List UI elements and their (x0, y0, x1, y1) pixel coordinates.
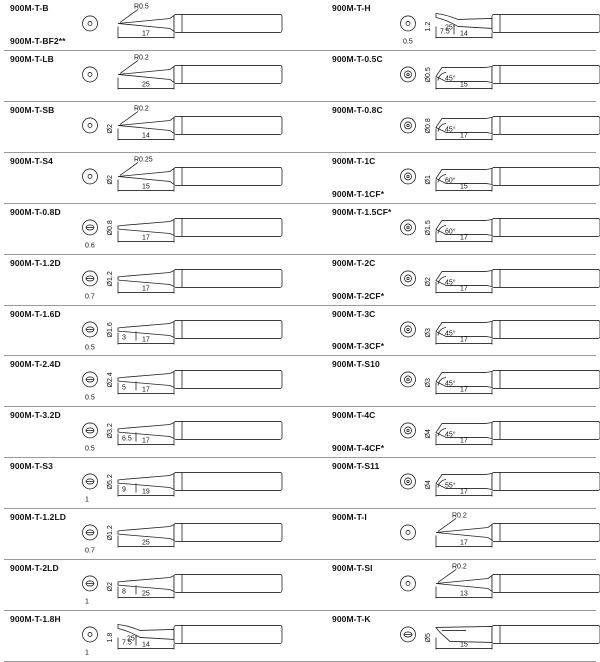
length-label: 17 (142, 234, 150, 242)
diameter-label: Ø0.5 (425, 67, 432, 83)
front-view (83, 423, 98, 438)
tip-drawing (300, 255, 596, 306)
angle-label: 25° (127, 635, 138, 643)
length-label: 17 (460, 539, 468, 547)
tip-shank (492, 320, 600, 338)
diameter-label: Ø3.2 (107, 423, 114, 439)
tip-drawing (4, 51, 300, 102)
width-label: 0.7 (85, 293, 95, 301)
length-label: 17 (142, 30, 150, 38)
front-view (401, 627, 416, 642)
tip-shank (492, 422, 600, 440)
front-point (88, 21, 92, 25)
tip-shank (174, 473, 282, 491)
angle-label: 45° (445, 431, 456, 439)
front-view (83, 525, 98, 540)
tip-drawing (4, 509, 300, 560)
tip-row (300, 407, 596, 458)
front-outer-ring (401, 576, 416, 591)
diameter-label: Ø2 (107, 582, 114, 592)
partial-length-label: 7.5 (440, 28, 450, 36)
radius-label: R0.2 (134, 105, 149, 113)
tip-row (300, 611, 596, 662)
tip-drawing (300, 306, 596, 357)
front-view (83, 16, 98, 31)
front-outer-ring (401, 16, 416, 31)
tip-drawing (300, 509, 596, 560)
front-center-dot (407, 379, 409, 381)
tip-model-name: 900M-T-1.2LD (10, 512, 66, 523)
tip-shank (174, 65, 282, 83)
length-label: 17 (142, 335, 150, 343)
front-view (83, 220, 98, 235)
tip-shank (174, 371, 282, 389)
length-label: 19 (142, 488, 150, 496)
tip-drawing (300, 611, 596, 662)
front-view (401, 118, 416, 133)
front-center-dot (407, 226, 409, 228)
tip-shank (492, 14, 600, 32)
front-outer-ring (401, 525, 416, 540)
diameter-label: Ø2 (107, 123, 114, 134)
tip-model-name: 900M-T-S3 (10, 461, 53, 472)
front-center-dot (407, 277, 409, 279)
diameter-label: Ø3 (425, 327, 432, 337)
diameter-label: Ø4 (425, 429, 432, 439)
tip-row (300, 0, 596, 51)
tip-drawing (4, 306, 300, 357)
tip-row (300, 509, 596, 560)
tip-model-name: 900M-T-3.2D (10, 410, 61, 421)
diameter-label: Ø1 (425, 174, 432, 185)
tip-shank (492, 167, 600, 185)
partial-length-label: 5 (122, 384, 126, 392)
tip-drawing (300, 51, 596, 102)
radius-leader-line (120, 9, 138, 22)
tip-row (4, 153, 300, 204)
radius-label: R0.2 (134, 54, 149, 62)
chisel-tip-shape (118, 372, 174, 388)
tip-row (4, 204, 300, 255)
front-view (401, 576, 416, 591)
tip-alt-model-name: 900M-T-2CF* (332, 290, 385, 301)
tip-drawing (300, 0, 596, 51)
tip-shank (174, 626, 282, 644)
front-view (83, 372, 98, 387)
width-label: 0.5 (403, 38, 413, 46)
diameter-label: Ø0.8 (425, 118, 432, 134)
length-label: 17 (460, 285, 468, 293)
front-center-dot (407, 73, 409, 75)
tip-drawing (4, 356, 300, 407)
front-view (83, 169, 98, 184)
diameter-label: Ø1.6 (107, 321, 114, 337)
front-view (401, 474, 416, 489)
front-point (88, 633, 92, 637)
diameter-label: Ø1.2 (107, 270, 114, 287)
length-label: 25 (142, 539, 150, 547)
length-label: 17 (460, 132, 468, 140)
tip-drawing (300, 102, 596, 153)
front-view (401, 525, 416, 540)
angle-label: 45° (445, 126, 456, 134)
width-label: 0.5 (85, 394, 95, 402)
diameter-label: Ø4 (425, 480, 432, 490)
tip-drawing (4, 407, 300, 458)
length-label: 25 (142, 590, 150, 598)
width-label: 0.7 (85, 547, 95, 555)
front-center-dot (407, 124, 409, 126)
front-view (401, 321, 416, 336)
tip-shank (174, 269, 282, 287)
partial-length-label: 6.5 (122, 435, 132, 443)
front-center-dot (407, 175, 409, 177)
length-label: 17 (460, 437, 468, 445)
tip-shank (174, 422, 282, 440)
radius-label: R0.25 (134, 156, 153, 164)
length-label: 17 (460, 234, 468, 242)
tip-drawing (300, 153, 596, 204)
tip-row (4, 102, 300, 153)
radius-label: R0.2 (452, 563, 467, 571)
front-center-dot (407, 481, 409, 483)
right-column (300, 0, 596, 662)
tip-drawing (4, 102, 300, 153)
tip-shank (174, 167, 282, 185)
length-label: 14 (460, 30, 468, 38)
angle-label: 45° (445, 329, 456, 337)
tip-shank (174, 14, 282, 32)
front-point (406, 531, 410, 535)
radius-leader-line (438, 570, 456, 583)
length-label: 14 (142, 641, 150, 649)
radius-leader-line (438, 519, 456, 532)
chisel-tip-shape (118, 321, 174, 337)
length-label: 17 (142, 285, 150, 293)
radius-leader-line (120, 162, 138, 175)
width-label: 0.6 (85, 242, 95, 250)
chisel-tip-shape (118, 474, 174, 490)
partial-length-label: 9 (122, 486, 126, 494)
front-view (83, 576, 98, 591)
tip-model-name: 900M-T-H (332, 3, 371, 13)
radius-leader-line (120, 60, 138, 73)
radius-leader-line (120, 111, 138, 124)
tip-drawing (300, 204, 596, 255)
length-label: 15 (460, 641, 468, 649)
length-label: 17 (460, 488, 468, 496)
diameter-label: Ø1.5 (425, 219, 432, 236)
tip-drawing (300, 458, 596, 509)
tip-model-name: 900M-T-2C (332, 257, 376, 268)
tip-alt-model-name: 900M-T-1CF* (332, 188, 385, 199)
partial-length-label: 3 (122, 333, 126, 341)
tip-drawing (4, 0, 300, 51)
tip-model-name: 900M-T-1C (332, 155, 376, 166)
front-view (401, 423, 416, 438)
tip-shank (492, 269, 600, 287)
tip-row (300, 356, 596, 407)
tip-drawing (4, 255, 300, 306)
tip-shank (492, 626, 600, 644)
width-label: 1 (85, 496, 89, 504)
front-view (83, 474, 98, 489)
front-view (83, 321, 98, 336)
length-label: 14 (142, 132, 150, 140)
tip-row (4, 509, 300, 560)
length-label: 15 (142, 183, 150, 191)
tip-row (300, 560, 596, 611)
tip-alt-model-name: 900M-T-3CF* (332, 341, 385, 352)
tip-model-name: 900M-T-3C (332, 308, 376, 319)
tip-row (4, 356, 300, 407)
chisel-tip-shape (118, 525, 174, 541)
angle-label: 45° (445, 279, 456, 287)
front-point (88, 174, 92, 178)
tip-shank (492, 371, 600, 389)
front-point (406, 21, 410, 25)
front-view (83, 118, 98, 133)
chisel-tip-shape (118, 219, 174, 235)
length-label: 17 (460, 335, 468, 343)
tip-row (300, 102, 596, 153)
tip-shank (492, 473, 600, 491)
tip-row (4, 255, 300, 306)
tip-model-name: 900M-T-I (332, 512, 367, 523)
tip-row (4, 306, 300, 357)
length-label: 13 (460, 590, 468, 598)
front-outer-ring (83, 169, 98, 184)
tip-drawing (4, 611, 300, 662)
tip-model-name: 900M-T-1.5CF* (332, 206, 392, 217)
front-point (88, 123, 92, 127)
tip-row (4, 407, 300, 458)
length-label: 15 (460, 183, 468, 191)
front-outer-ring (83, 16, 98, 31)
length-label: 25 (142, 81, 150, 89)
tip-model-name: 900M-T-0.5C (332, 53, 383, 64)
angle-label: 45° (445, 75, 456, 83)
diameter-label: Ø2 (107, 174, 114, 185)
tip-model-name: 900M-T-SI (332, 563, 373, 574)
diameter-label: Ø1.2 (107, 525, 114, 541)
partial-length-label: 8 (122, 588, 126, 596)
knife-tip-shape (436, 627, 492, 643)
tip-drawing (4, 560, 300, 611)
angle-label: 60° (445, 228, 456, 236)
front-view (401, 271, 416, 286)
tip-model-name: 900M-T-4C (332, 410, 376, 421)
tip-model-name: 900M-T-1.2D (10, 257, 61, 268)
tip-row (4, 611, 300, 662)
tip-drawing (4, 458, 300, 509)
partial-length-label: 7.5 (122, 639, 132, 647)
diameter-label: Ø5 (425, 633, 432, 643)
tip-model-name: 900M-T-0.8C (332, 104, 383, 115)
length-label: 15 (460, 81, 468, 89)
diameter-label: 1.2 (425, 21, 432, 32)
length-label: 17 (142, 437, 150, 445)
front-center-dot (407, 328, 409, 330)
tip-model-name: 900M-T-2.4D (10, 359, 61, 370)
angle-label: 45° (445, 380, 456, 388)
front-outer-ring (83, 627, 98, 642)
tip-model-name: 900M-T-S11 (332, 461, 380, 472)
tip-row (4, 51, 300, 102)
tip-shank (174, 524, 282, 542)
front-center-dot (407, 430, 409, 432)
diameter-label: Ø0.8 (107, 219, 114, 236)
width-label: 0.5 (85, 343, 95, 351)
tip-model-name: 900M-T-2LD (10, 563, 59, 574)
left-column (4, 0, 300, 662)
front-outer-ring (83, 67, 98, 82)
diameter-label: Ø2 (425, 276, 432, 287)
tip-model-name: 900M-T-LB (10, 53, 54, 64)
tip-shank (174, 320, 282, 338)
width-label: 1 (85, 649, 89, 657)
tip-shank (492, 524, 600, 542)
tip-shank (492, 116, 600, 134)
chisel-tip-shape (118, 576, 174, 592)
front-view (401, 67, 416, 82)
tip-row (300, 255, 596, 306)
tip-drawing (4, 153, 300, 204)
diameter-label: Ø2.4 (107, 372, 114, 388)
radius-label: R0.5 (134, 3, 149, 11)
tip-drawing (300, 560, 596, 611)
front-view (83, 67, 98, 82)
tip-shank (174, 116, 282, 134)
tip-row (300, 306, 596, 357)
tip-model-name: 900M-T-1.8H (10, 614, 61, 625)
tip-model-name: 900M-T-0.8D (10, 206, 61, 217)
width-label: 0.5 (85, 445, 95, 453)
front-outer-ring (83, 118, 98, 133)
width-label: 1 (85, 598, 89, 606)
tip-model-name: 900M-T-B (10, 3, 49, 13)
chisel-tip-shape (118, 270, 174, 286)
radius-label: R0.2 (452, 512, 467, 520)
tip-model-name: 900M-T-1.6D (10, 308, 61, 319)
tip-shank (492, 218, 600, 236)
diameter-label: Ø3 (425, 378, 432, 388)
tip-row (4, 458, 300, 509)
angle-label: 60° (445, 177, 456, 185)
tip-shank (492, 575, 600, 593)
angle-label: 55° (445, 482, 456, 490)
tip-drawing (4, 204, 300, 255)
tip-model-name: 900M-T-S4 (10, 155, 53, 166)
tip-row (300, 204, 596, 255)
tip-row (300, 51, 596, 102)
tip-alt-model-name: 900M-T-4CF* (332, 443, 385, 454)
front-view (401, 169, 416, 184)
front-view (401, 16, 416, 31)
front-view (401, 372, 416, 387)
tip-row (4, 0, 300, 51)
tip-shank (174, 218, 282, 236)
tip-shank (492, 65, 600, 83)
tip-row (300, 458, 596, 509)
tip-drawing (300, 356, 596, 407)
front-view (83, 271, 98, 286)
tip-model-name: 900M-T-K (332, 614, 371, 625)
tip-shank (174, 575, 282, 593)
tip-model-name: 900M-T-S10 (332, 359, 380, 370)
tip-drawing (300, 407, 596, 458)
diameter-label: 1.8 (107, 632, 114, 643)
front-point (406, 582, 410, 586)
tip-row (4, 560, 300, 611)
angle-label: 25° (445, 24, 456, 32)
front-point (88, 72, 92, 76)
tip-alt-model-name: 900M-T-BF2** (10, 35, 66, 46)
length-label: 17 (142, 386, 150, 394)
tip-row (300, 153, 596, 204)
front-view (401, 220, 416, 235)
tip-model-name: 900M-T-SB (10, 104, 55, 115)
front-view (83, 627, 98, 642)
length-label: 17 (460, 386, 468, 394)
diameter-label: Ø5.2 (107, 474, 114, 490)
